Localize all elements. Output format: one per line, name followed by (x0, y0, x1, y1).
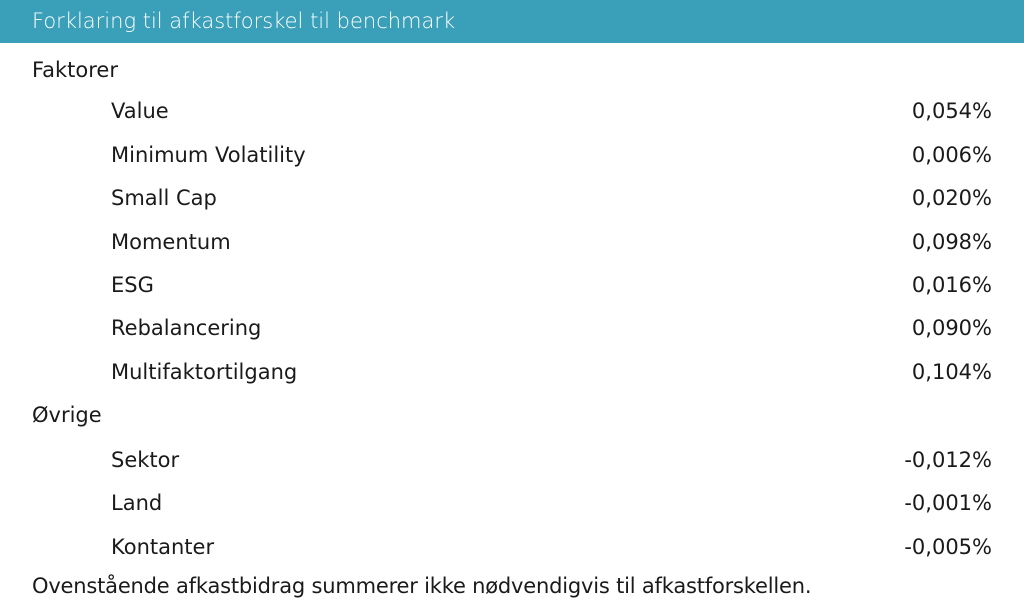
table-row (0, 533, 1024, 561)
row-value: 0,016% (911, 273, 992, 297)
row-value: 0,054% (911, 99, 992, 123)
row-label: ESG (111, 273, 154, 297)
row-label: Small Cap (111, 186, 217, 210)
row-label: Land (111, 491, 163, 515)
footnote: Ovenstående afkastbidrag summerer ikke nødvendigvis til afkastforskellen. (32, 574, 812, 598)
row-label: Minimum Volatility (111, 143, 306, 167)
row-value: -0,012% (904, 448, 992, 472)
row-label: Value (111, 99, 169, 123)
row-value: 0,006% (911, 143, 992, 167)
row-value: -0,001% (904, 491, 992, 515)
row-label: Kontanter (111, 535, 215, 559)
row-label: Momentum (111, 230, 231, 254)
table-row (0, 489, 1024, 517)
row-value: 0,104% (911, 360, 992, 384)
section-title-ovrige: Øvrige (32, 403, 102, 427)
table-row (0, 228, 1024, 256)
table-row (0, 184, 1024, 212)
table-row (0, 97, 1024, 125)
table-row (0, 141, 1024, 169)
table-row (0, 314, 1024, 342)
row-label: Sektor (111, 448, 180, 472)
table-row (0, 271, 1024, 299)
row-value: -0,005% (904, 535, 992, 559)
table-title: Forklaring til afkastforskel til benchmark (32, 9, 456, 33)
row-label: Rebalancering (111, 316, 262, 340)
row-value: 0,098% (911, 230, 992, 254)
row-value: 0,020% (911, 186, 992, 210)
row-value: 0,090% (911, 316, 992, 340)
row-label: Multifaktortilgang (111, 360, 298, 384)
table-row (0, 358, 1024, 386)
table-row (0, 446, 1024, 474)
section-title-faktorer: Faktorer (32, 58, 118, 82)
table-header (0, 0, 1024, 43)
